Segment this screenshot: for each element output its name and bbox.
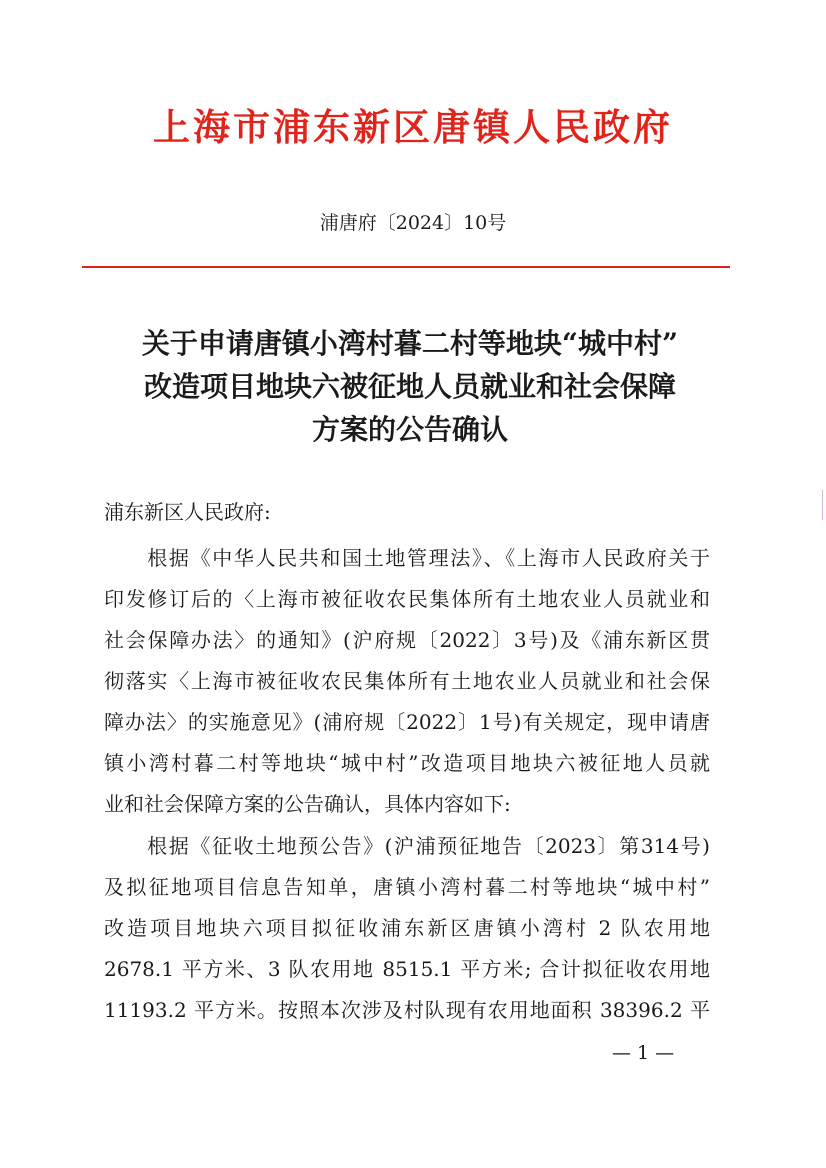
document-title — [70, 322, 750, 451]
title-line: 方案的公告确认 — [311, 413, 508, 446]
paragraph-land-details — [104, 826, 710, 1031]
text-line: 障办法〉的实施意见》(浦府规〔2022〕1号)有关规定，现申请唐 — [104, 710, 710, 734]
addressee: 浦东新区人民政府: — [104, 500, 271, 524]
text-line: 印发修订后的〈上海市被征收农民集体所有土地农业人员就业和 — [104, 587, 710, 611]
text-line: 镇小湾村暮二村等地块“城中村”改造项目地块六被征地人员就 — [104, 751, 710, 775]
text-line: 及拟征地项目信息告知单，唐镇小湾村暮二村等地块“城中村” — [104, 875, 710, 899]
document-number: 浦唐府〔2024〕10号 — [319, 212, 507, 234]
text-line: 11193.2 平方米。按照本次涉及村队现有农用地面积 38396.2 平 — [104, 998, 710, 1022]
title-line: 改造项目地块六被征地人员就业和社会保障 — [143, 370, 676, 403]
scan-edge-mark — [822, 490, 823, 520]
text-line: 根据《征收土地预公告》(沪浦预征地告〔2023〕第314号) — [104, 834, 710, 858]
title-line: 关于申请唐镇小湾村暮二村等地块“城中村” — [141, 327, 679, 360]
text-line: 根据《中华人民共和国土地管理法》、《上海市人民政府关于 — [104, 546, 710, 570]
red-divider-line — [82, 266, 730, 268]
text-line: 社会保障办法〉的通知》(沪府规〔2022〕3号)及《浦东新区贯 — [104, 628, 710, 652]
text-line: 改造项目地块六项目拟征收浦东新区唐镇小湾村 2 队农用地 — [104, 916, 710, 940]
text-line: 2678.1 平方米、3 队农用地 8515.1 平方米; 合计拟征收农用地 — [104, 957, 710, 981]
text-line: 彻落实〈上海市被征收农民集体所有土地农业人员就业和社会保 — [104, 669, 710, 693]
issuer-header: 上海市浦东新区唐镇人民政府 — [153, 105, 673, 149]
text-line: 业和社会保障方案的公告确认，具体内容如下: — [104, 792, 511, 816]
paragraph-legal-basis — [104, 538, 710, 825]
page-number: — 1 — — [612, 1042, 675, 1064]
